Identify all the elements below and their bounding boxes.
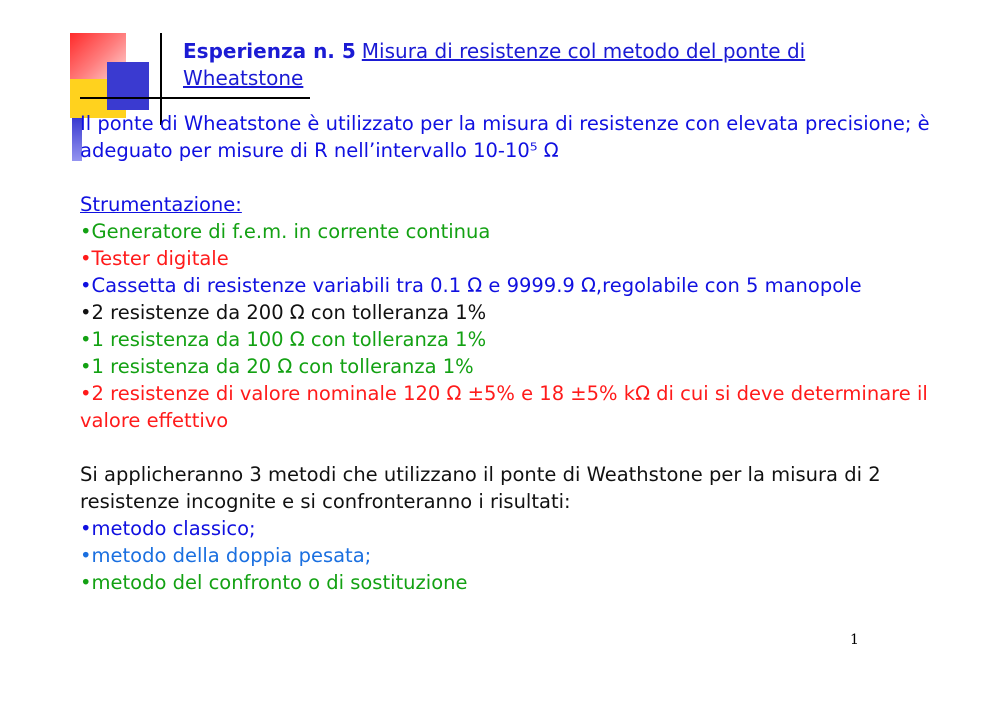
decorative-blue-square xyxy=(107,62,149,110)
title-bold: Esperienza n. 5 xyxy=(183,39,356,63)
strumentazione-item: •Cassetta di resistenze variabili tra 0.1 Ω e 9999.9 Ω,regolabile con 5 manopole xyxy=(80,274,862,297)
title-underlined: Misura di resistenze col metodo del ponte di Wheatstone xyxy=(183,39,806,90)
slide-content xyxy=(80,110,940,596)
intro-paragraph: Il ponte di Wheatstone è utilizzato per la misura di resistenze con elevata precisione; è adeguato per misure di R nell’intervallo 10-10⁵ Ω xyxy=(80,112,930,162)
page-number: 1 xyxy=(850,632,859,648)
metodo-item: •metodo della doppia pesata; xyxy=(80,544,372,567)
metodo-item: •metodo del confronto o di sostituzione xyxy=(80,571,468,594)
strumentazione-item: •Generatore di f.e.m. in corrente continua xyxy=(80,220,491,243)
strumentazione-heading: Strumentazione: xyxy=(80,193,242,216)
strumentazione-item: •1 resistenza da 20 Ω con tolleranza 1% xyxy=(80,355,474,378)
metodi-intro: Si applicheranno 3 metodi che utilizzano il ponte di Weathstone per la misura di 2 resistenze incognite e si confronteranno i risultati: xyxy=(80,463,881,513)
strumentazione-item: •1 resistenza da 100 Ω con tolleranza 1% xyxy=(80,328,487,351)
strumentazione-item: •2 resistenze da 200 Ω con tolleranza 1% xyxy=(80,301,487,324)
strumentazione-item: •2 resistenze di valore nominale 120 Ω ±5% e 18 ±5% kΩ di cui si deve determinare il valore effettivo xyxy=(80,382,928,432)
metodo-item: •metodo classico; xyxy=(80,517,256,540)
decorative-horizontal-line xyxy=(80,97,310,99)
slide-title xyxy=(183,38,883,92)
strumentazione-item: •Tester digitale xyxy=(80,247,229,270)
